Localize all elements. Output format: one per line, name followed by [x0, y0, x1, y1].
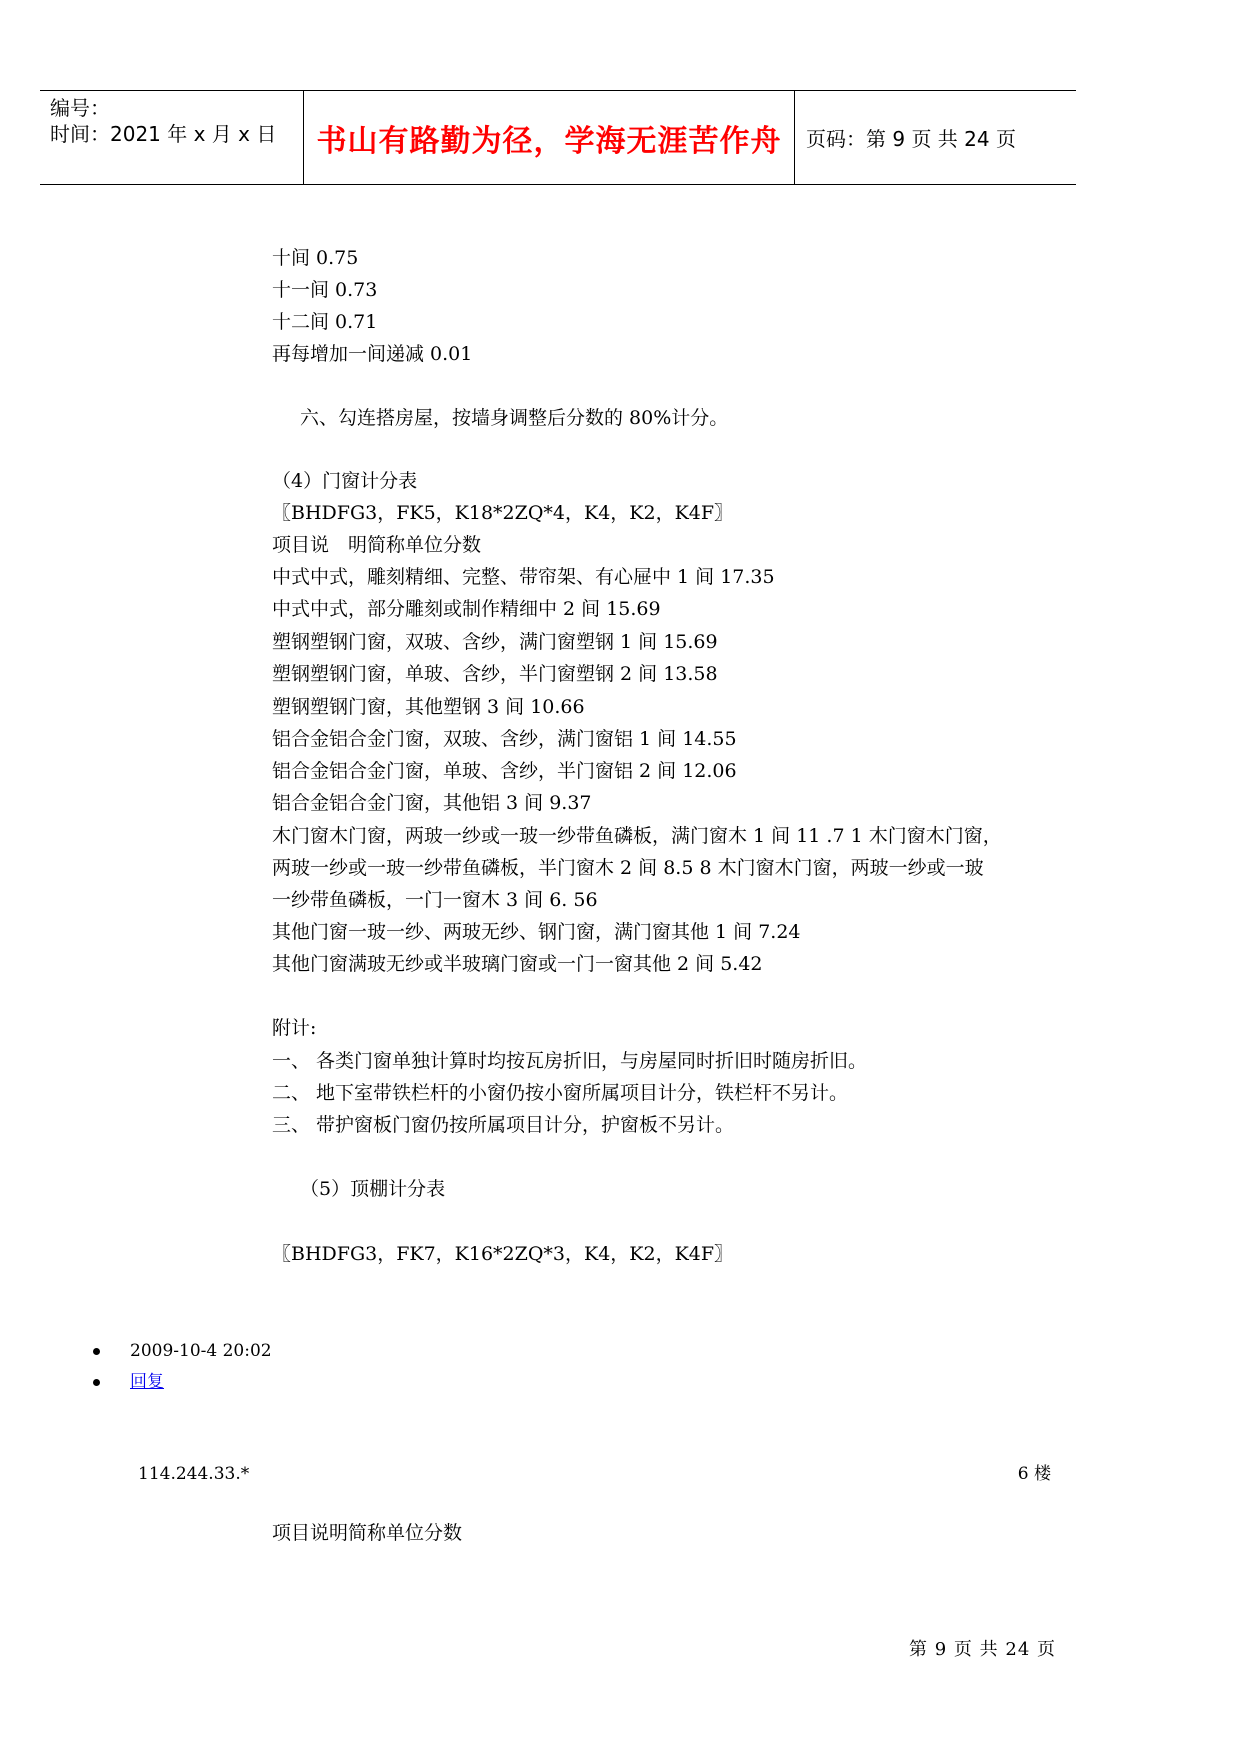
section-heading: 附计:: [272, 1017, 317, 1039]
body-line: 其他门窗满玻无纱或半玻璃门窗或一门一窗其他 2 间 5.42: [272, 953, 763, 975]
post-ip: 114.244.33.*: [138, 1464, 250, 1484]
body-line: 再每增加一间递减 0.01: [272, 343, 473, 365]
body-line: 〖BHDFG3，FK5，K18*2ZQ*4，K4，K2，K4F〗: [272, 502, 734, 524]
page-footer: 第 9 页 共 24 页: [909, 1639, 1056, 1660]
body-line: 木门窗木门窗，两玻一纱或一玻一纱带鱼磷板，满门窗木 1 间 11 .7 1 木门窗木门窗，: [272, 825, 1002, 847]
bullet-icon: [93, 1348, 100, 1355]
post-content: 项目说明简称单位分数: [272, 1522, 463, 1544]
section-heading: （4）门窗计分表: [272, 470, 418, 492]
body-line: 铝合金铝合金门窗，单玻、含纱，半门窗铝 2 间 12.06: [272, 760, 737, 782]
body-line: 塑钢塑钢门窗，其他塑钢 3 间 10.66: [272, 696, 585, 718]
number-label: 编号：: [50, 96, 110, 120]
list-item: 三、 带护窗板门窗仍按所属项目计分，护窗板不另计。: [272, 1114, 735, 1136]
list-item: 一、 各类门窗单独计算时均按瓦房折旧，与房屋同时折旧时随房折旧。: [272, 1050, 868, 1072]
body-line: 一纱带鱼磷板，一门一窗木 3 间 6. 56: [272, 889, 598, 911]
page-header: [40, 90, 1076, 185]
body-line: 铝合金铝合金门窗，双玻、含纱，满门窗铝 1 间 14.55: [272, 728, 737, 750]
section-heading: （5）顶棚计分表: [300, 1178, 446, 1200]
body-line: 中式中式，部分雕刻或制作精细中 2 间 15.69: [272, 598, 661, 620]
header-divider: [794, 91, 795, 184]
body-line: 其他门窗一玻一纱、两玻无纱、钢门窗，满门窗其他 1 间 7.24: [272, 921, 801, 943]
time-label: 时间：2021 年 x 月 x 日: [50, 122, 277, 146]
list-item: 二、 地下室带铁栏杆的小窗仍按小窗所属项目计分，铁栏杆不另计。: [272, 1082, 849, 1104]
body-line: 〖BHDFG3，FK7，K16*2ZQ*3，K4，K2，K4F〗: [272, 1243, 734, 1265]
header-meta: [50, 91, 303, 184]
table-header: 项目说 明简称单位分数: [272, 534, 482, 556]
header-page-label: 页码：第 9 页 共 24 页: [806, 127, 1016, 151]
body-line: 十间 0.75: [272, 247, 359, 269]
body-line: 十一间 0.73: [272, 279, 378, 301]
body-line: 十二间 0.71: [272, 311, 378, 333]
body-line: 塑钢塑钢门窗，双玻、含纱，满门窗塑钢 1 间 15.69: [272, 631, 718, 653]
body-line: 铝合金铝合金门窗，其他铝 3 间 9.37: [272, 792, 592, 814]
body-line: 塑钢塑钢门窗，单玻、含纱，半门窗塑钢 2 间 13.58: [272, 663, 718, 685]
post-floor: 6 楼: [1017, 1464, 1051, 1484]
body-line: 中式中式，雕刻精细、完整、带帘架、有心屉中 1 间 17.35: [272, 566, 775, 588]
body-line: 两玻一纱或一玻一纱带鱼磷板，半门窗木 2 间 8.5 8 木门窗木门窗，两玻一纱或一玻: [272, 857, 984, 879]
body-line: 六、勾连搭房屋，按墙身调整后分数的 80%计分。: [300, 407, 729, 429]
reply-link[interactable]: 回复: [130, 1372, 164, 1392]
bullet-icon: [93, 1379, 100, 1386]
post-timestamp: 2009-10-4 20:02: [130, 1341, 272, 1361]
header-motto: 书山有路勤为径，学海无涯苦作舟: [316, 123, 782, 159]
